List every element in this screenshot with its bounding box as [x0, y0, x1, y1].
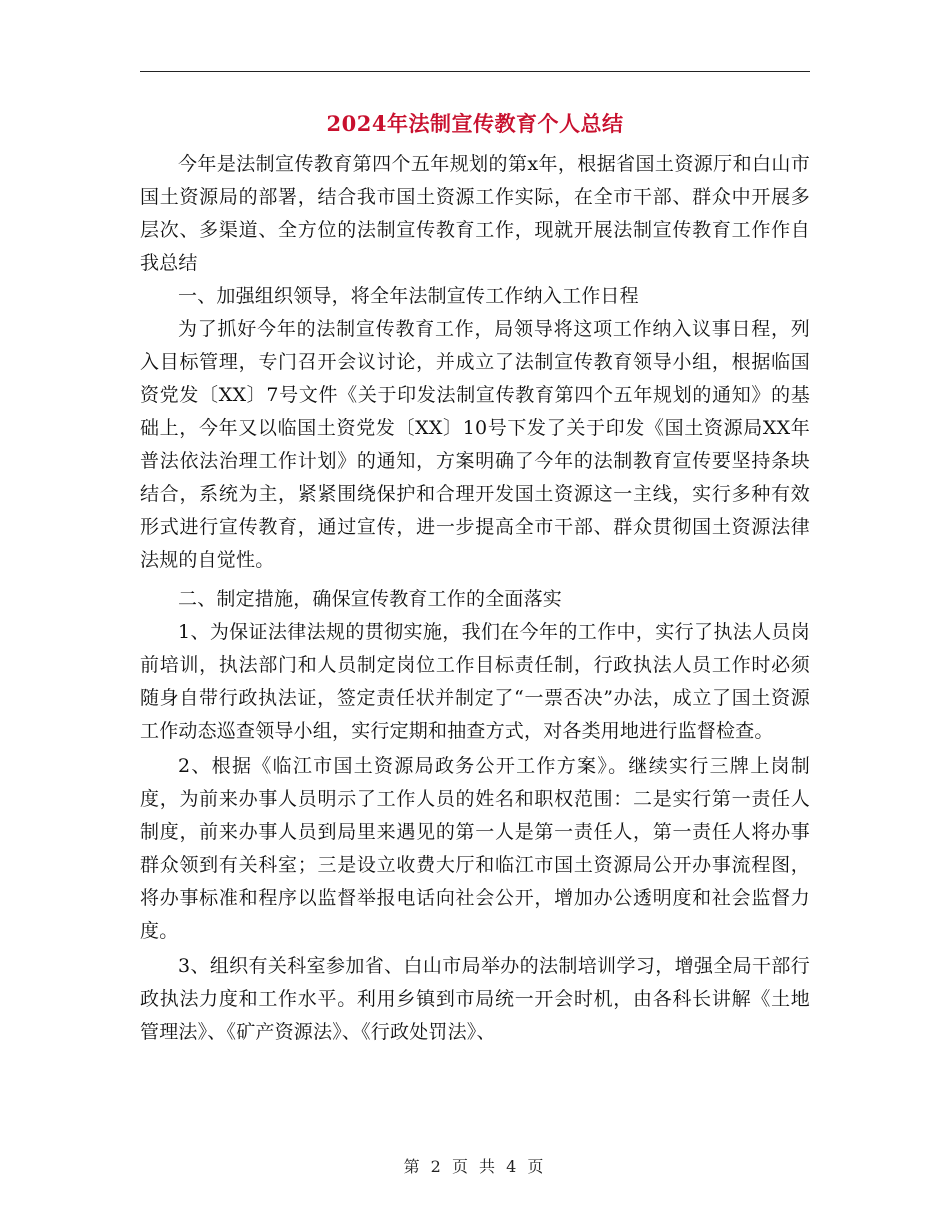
- section-heading-1: 一、加强组织领导，将全年法制宣传工作纳入工作日程: [178, 285, 639, 307]
- paragraph-item-1: 1、为保证法律法规的贯彻实施，我们在今年的工作中，实行了执法人员岗前培训，执法部门和人员制定岗位工作目标责任制，行政执法人员工作时必须随身自带行政执法证，签定责任状并制定了“一票否决”办法，成立了国土资源工作动态巡查领导小组，实行定期和抽查方式，对各类用地进行监督检查。: [140, 621, 810, 742]
- page-number-footer: 第 2 页 共 4 页: [403, 1157, 547, 1176]
- section-heading-2: 二、制定措施，确保宣传教育工作的全面落实: [178, 588, 563, 610]
- document-body: [140, 148, 810, 1049]
- paragraph-intro: 今年是法制宣传教育第四个五年规划的第x年，根据省国土资源厅和白山市国土资源局的部署，结合我市国土资源工作实际，在全市干部、群众中开展多层次、多渠道、全方位的法制宣传教育工作，现就开展法制宣传教育工作作自我总结: [140, 153, 810, 274]
- paragraph-section-1: 为了抓好今年的法制宣传教育工作，局领导将这项工作纳入议事日程，列入目标管理，专门召开会议讨论，并成立了法制宣传教育领导小组，根据临国资党发〔XX〕7号文件《关于印发法制宣传教育第四个五年规划的通知》的基础上，今年又以临国土资党发〔XX〕10号下发了关于印发《国土资源局XX年普法依法治理工作计划》的通知，方案明确了今年的法制教育宣传要坚持条块结合，系统为主，紧紧围绕保护和合理开发国土资源这一主线，实行多种有效形式进行宣传教育，通过宣传，进一步提高全市干部、群众贯彻国土资源法律法规的自觉性。: [140, 318, 810, 571]
- paragraph-item-2: 2、根据《临江市国土资源局政务公开工作方案》。继续实行三牌上岗制度，为前来办事人员明示了工作人员的姓名和职权范围：二是实行第一责任人制度，前来办事人员到局里来遇见的第一人是第一责任人，第一责任人将办事群众领到有关科室；三是设立收费大厅和临江市国土资源局公开办事流程图，将办事标准和程序以监督举报电话向社会公开，增加办公透明度和社会监督力度。: [140, 755, 810, 942]
- header-rule: [140, 71, 810, 72]
- paragraph-item-3: 3、组织有关科室参加省、白山市局举办的法制培训学习，增强全局干部行政执法力度和工作水平。利用乡镇到市局统一开会时机，由各科长讲解《土地管理法》、《矿产资源法》、《行政处罚法》、: [140, 955, 810, 1043]
- document-title: 2024年法制宣传教育个人总结: [326, 111, 624, 136]
